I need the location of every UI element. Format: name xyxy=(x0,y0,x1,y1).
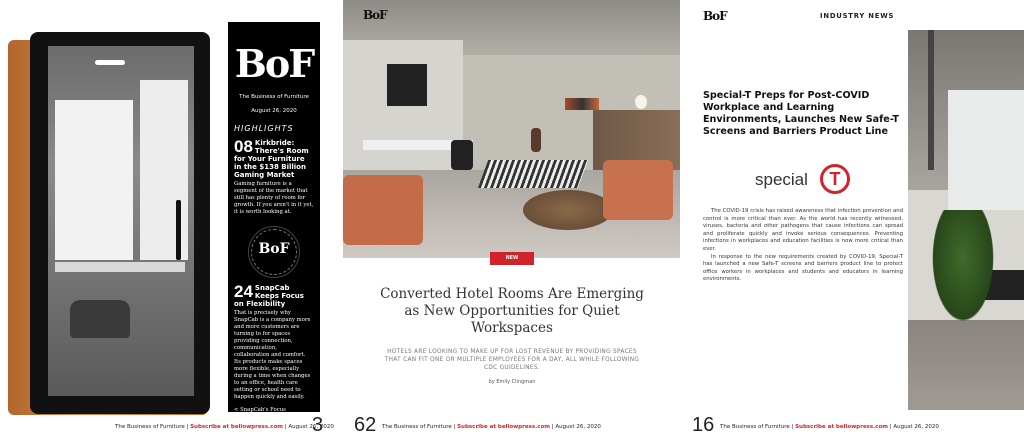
story-summary: That is precisely why SnapCab is a company more and more customers are turning to for spaces providing connection, communication, collaboration and comfort. Its products make spaces more flexible, especially during a time when changes to an office, health care setting or school need to happen quickly and easily. xyxy=(234,310,311,400)
pod-desk xyxy=(55,262,185,272)
snapcab-pod-photo xyxy=(0,0,222,418)
hotel-room-photo xyxy=(343,0,680,258)
footer-date: August 26, 2020 xyxy=(288,424,334,430)
footer-subscribe-link[interactable]: Subscribe at bellowpress.com xyxy=(795,424,888,430)
story-page-number: 24 xyxy=(234,282,253,301)
story-headline: SnapCab Keeps Focus on Flexibility xyxy=(234,284,304,308)
page-number-right: 16 xyxy=(692,414,715,436)
pod-white-panel xyxy=(55,100,133,260)
section-tag: NEW WORKSPACES xyxy=(490,252,534,265)
highlights-heading: HIGHLIGHTS xyxy=(234,124,294,133)
room-armchair xyxy=(343,175,423,245)
bof-seal-badge xyxy=(248,226,300,278)
footer-publication: The Business of Furniture xyxy=(115,424,185,430)
pod-chair xyxy=(70,300,130,338)
pod-door-handle xyxy=(176,200,181,260)
footer-separator: | xyxy=(186,424,189,430)
logo-ring xyxy=(820,164,850,194)
highlight-story[interactable] xyxy=(234,139,314,216)
footer-publication: The Business of Furniture xyxy=(720,424,790,430)
highlight-story[interactable] xyxy=(234,284,314,401)
footer-subscribe-link[interactable]: Subscribe at bellowpress.com xyxy=(190,424,283,430)
footer-separator: | xyxy=(791,424,794,430)
footer-separator: | xyxy=(889,424,892,430)
footer-date: August 26, 2020 xyxy=(893,424,939,430)
footer-separator: | xyxy=(551,424,554,430)
section-label: INDUSTRY NEWS xyxy=(820,12,895,20)
logo-letter: T xyxy=(829,169,841,189)
bof-logo: BoF xyxy=(363,8,387,22)
room-lamp xyxy=(635,95,647,109)
footer-subscribe-link[interactable]: Subscribe at bellowpress.com xyxy=(457,424,550,430)
body-paragraph: In response to the new requirements created by COVID-19, Special-T has launched a new Safe-T screens and barriers product line to protect office workers in workplaces and students and educators in learning environments. xyxy=(703,253,903,283)
bof-logo: BoF xyxy=(234,41,314,86)
article-body xyxy=(703,208,903,284)
room-person xyxy=(531,128,541,152)
room-rug xyxy=(478,160,588,188)
article-title: Special-T Preps for Post-COVID Workplace and Learning Environments, Launches New Safe-T Screens and Barriers Product Line xyxy=(703,90,899,137)
seal-logo: BoF xyxy=(258,241,290,257)
logo-word: special xyxy=(755,170,808,189)
special-t-logo xyxy=(755,164,865,194)
office-floor xyxy=(908,320,1024,410)
room-armchair xyxy=(603,160,673,220)
footer-left xyxy=(115,424,334,430)
page-number-middle: 62 xyxy=(354,414,377,436)
room-artwork xyxy=(565,98,599,110)
office-plant xyxy=(928,210,998,330)
office-window xyxy=(948,90,1024,210)
page-number-left: 3 xyxy=(312,414,324,436)
bof-logo: BoF xyxy=(703,9,727,23)
story-headline: Kirkbride: There's Room for Your Furniture in the $138 Billion Gaming Market xyxy=(234,139,309,179)
body-paragraph: The COVID-19 crisis has raised awareness that infection prevention and control is more critical than ever. As the world has recently witnessed, viruses, bacteria and other pathogens that cause infections can spread and proliferate quickly and invoke serious consequences. Preventing infections in workplaces and education facilities is now more critical than ever. xyxy=(703,208,903,252)
office-pipe xyxy=(928,30,934,170)
highlights-sidebar xyxy=(228,22,320,419)
footer-separator: | xyxy=(284,424,287,430)
room-coffee-table xyxy=(523,190,613,230)
footer-middle xyxy=(382,424,601,430)
issue-date: August 26, 2020 xyxy=(251,108,297,114)
footer-date: August 26, 2020 xyxy=(555,424,601,430)
photo-caption: < SnapCab's Focus Workspace xyxy=(234,407,286,419)
story-page-number: 08 xyxy=(234,137,253,156)
footer-right xyxy=(720,424,939,430)
story-summary: Gaming furniture is a segment of the market that still has plenty of room for growth. If you aren't in it yet, it is worth looking at. xyxy=(234,181,314,215)
room-office-chair xyxy=(451,140,473,170)
footer-publication: The Business of Furniture xyxy=(382,424,452,430)
publication-name: The Business of Furniture xyxy=(239,94,309,100)
article-deck: HOTELS ARE LOOKING TO MAKE UP FOR LOST REVENUE BY PROVIDING SPACES THAT CAN FIT ONE OR MULTIPLE EMPLOYEES FOR A DAY, ALL WHILE FOLLOWING CDC GUIDELINES. xyxy=(384,349,640,371)
article-byline: by Emily Clingman xyxy=(488,379,536,385)
article-title: Converted Hotel Rooms Are Emerging as New Opportunities for Quiet Workspaces xyxy=(380,286,644,336)
footer-separator: | xyxy=(453,424,456,430)
pod-ceiling-light xyxy=(95,60,125,65)
office-photo xyxy=(908,30,1024,410)
room-tv xyxy=(387,64,427,106)
